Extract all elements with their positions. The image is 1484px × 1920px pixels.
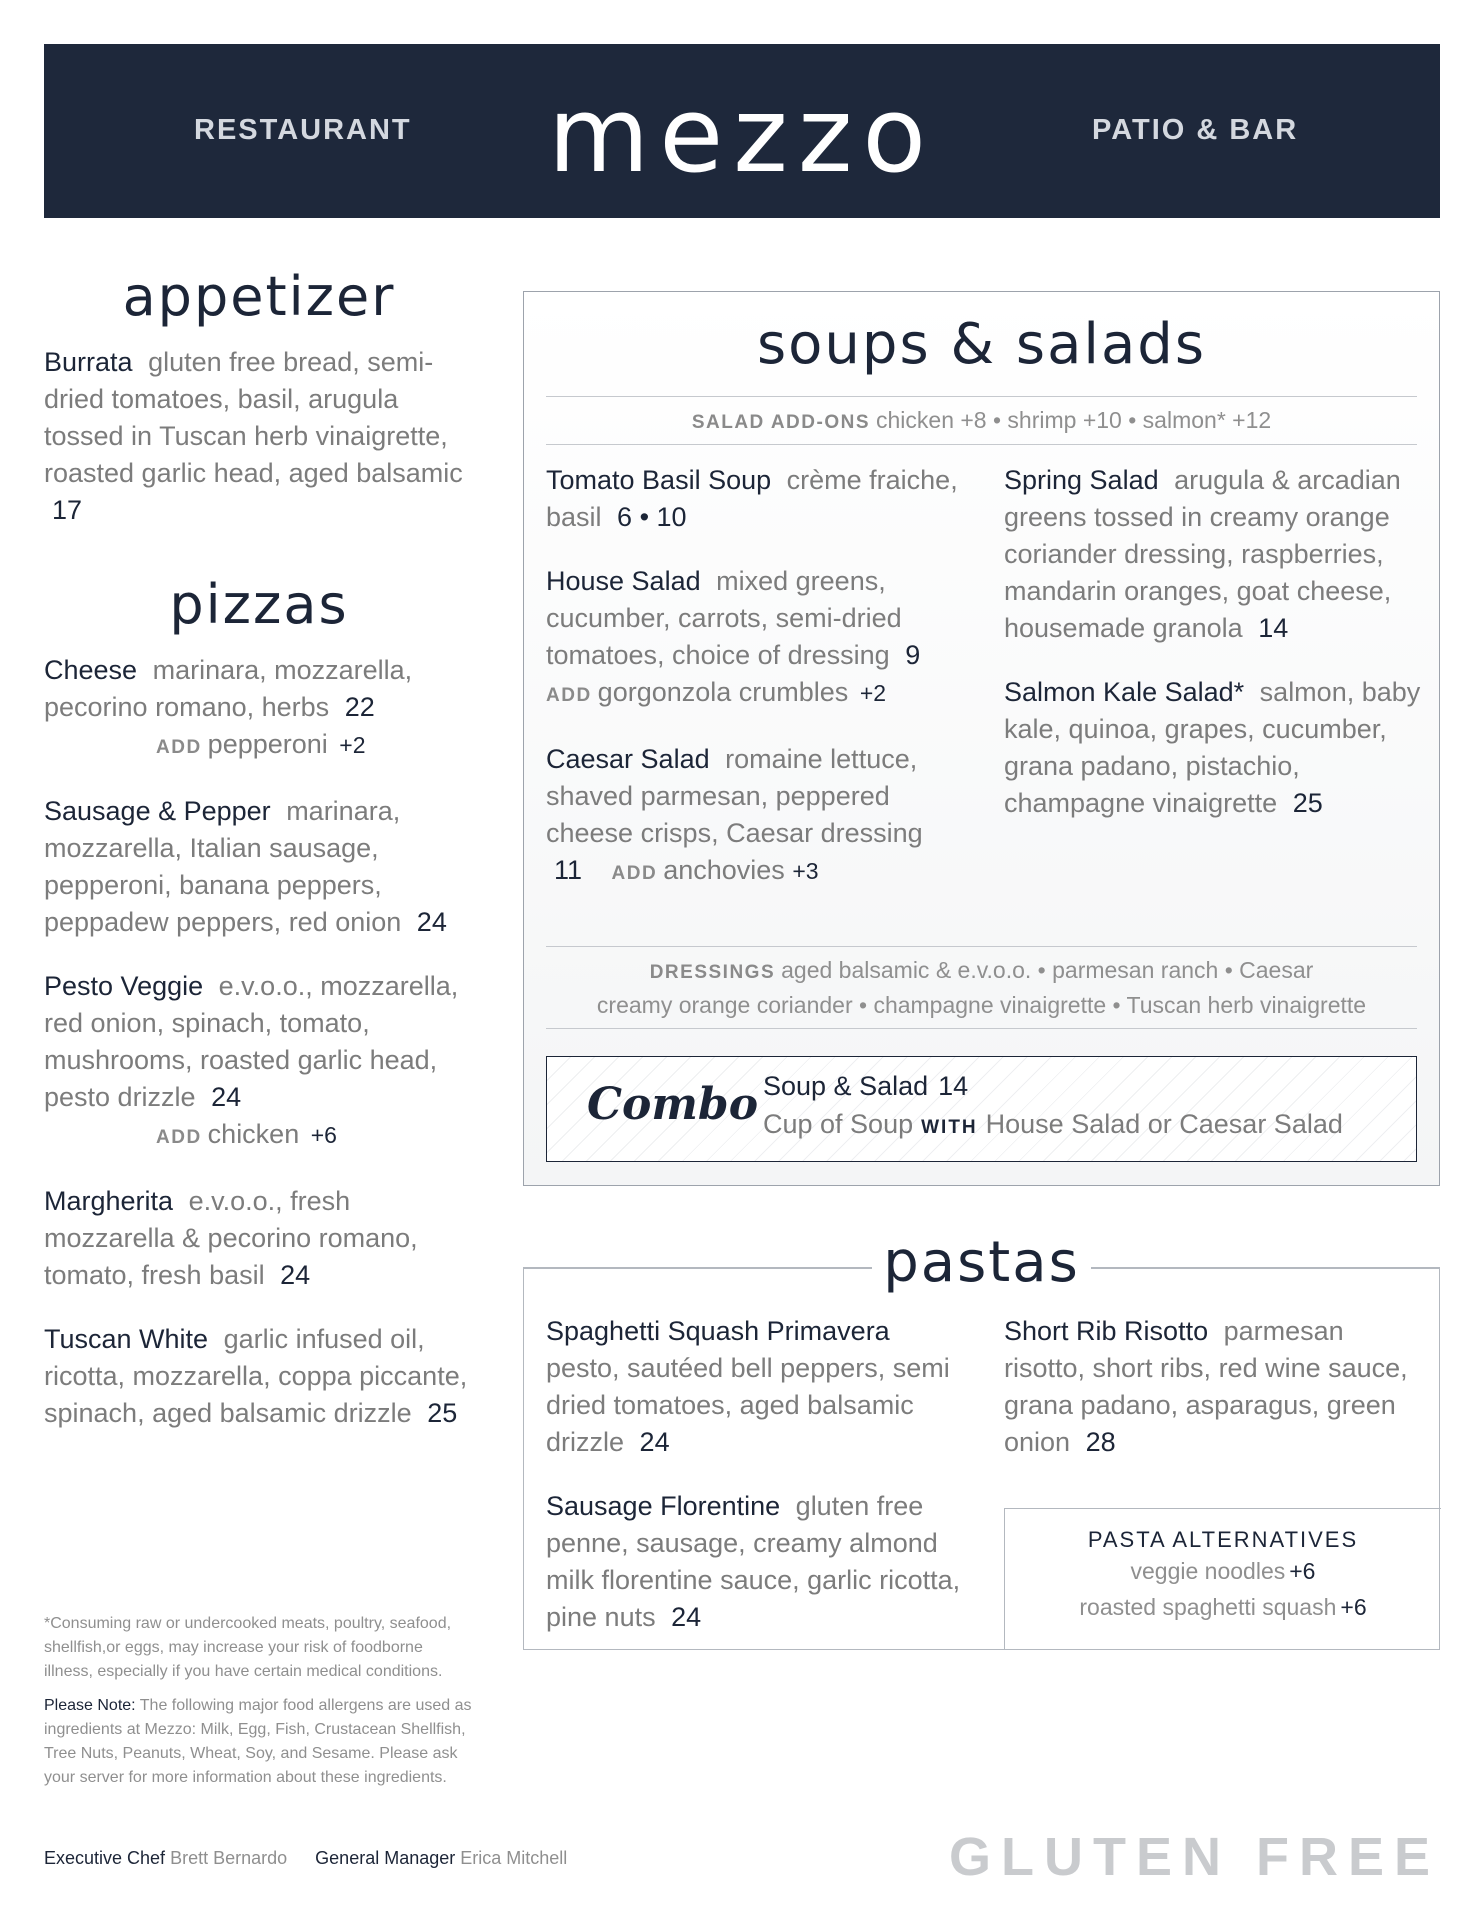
menu-item-house-salad [546,563,966,714]
item-desc: gluten free bread, semi-dried tomatoes, basil, arugula tossed in Tuscan herb vinaigrette, roasted garlic head, aged balsamic [44,347,463,488]
item-desc: gluten free penne, sausage, creamy almond milk florentine sauce, garlic ricotta, pine nuts [546,1491,961,1632]
soups-right-column [1004,462,1424,849]
item-name: House Salad [546,566,701,596]
item-desc: crème fraiche, basil [546,465,958,532]
addon-price: +3 [792,858,819,884]
item-desc: marinara, mozzarella, Italian sausage, pepperoni, banana peppers, peppadew peppers, red onion [44,796,402,937]
item-name: Sausage & Pepper [44,796,271,826]
addon-item: pepperoni [207,729,328,759]
addon-item: chicken [207,1119,300,1149]
allergen-note-text: The following major food allergens are used as ingredients at Mezzo: Milk, Egg, Fish, Crustacean Shellfish, Tree Nuts, Peanuts, Wheat, Soy, and Sesame. Please ask your server for more information about these ingredients. [44,1697,472,1786]
item-price: 25 [1292,788,1323,818]
dressings-line [546,954,1417,1021]
combo-desc [763,1109,1343,1140]
addon-item: gorgonzola crumbles [597,677,849,707]
addon-item: anchovies [663,855,785,885]
staff-credits [44,1848,567,1869]
allergen-note-label: Please Note: [44,1697,136,1714]
consumption-warning: *Consuming raw or undercooked meats, poultry, seafood, shellfish,or eggs, may increase your risk of foodborne illness, especially if you have certain medical conditions. [44,1615,452,1680]
menu-item-spring-salad [1004,462,1424,647]
dressings-label: DRESSINGS [649,962,776,983]
gm-name: Erica Mitchell [460,1848,568,1868]
alternative-name: veggie noodles [1130,1558,1286,1584]
menu-item-sausage-florentine [546,1488,966,1636]
menu-item-salmon-kale-salad [1004,674,1424,822]
combo-label: Combo [587,1079,759,1130]
menu-item-cheese-pizza [44,652,474,766]
item-price: 24 [211,1082,242,1112]
pastas-left-column [546,1313,966,1663]
add-keyword: ADD [156,1127,202,1148]
combo-desc-a: Cup of Soup [763,1109,914,1139]
add-keyword: ADD [611,863,658,884]
item-price: 17 [52,495,83,525]
menu-item-tomato-basil-soup [546,462,966,536]
menu-item-short-rib-risotto [1004,1313,1424,1461]
addon-price: +2 [859,680,887,706]
item-desc: salmon, baby kale, quinoa, grapes, cucumber, grana padano, pistachio, champagne vinaigrette [1004,677,1421,818]
footnotes [44,1612,474,1800]
header-banner [44,44,1440,218]
menu-item-margherita [44,1183,474,1294]
pasta-alternatives-title: PASTA ALTERNATIVES [1087,1527,1359,1552]
item-price: 24 [639,1427,670,1457]
alternative-item [1005,1589,1441,1625]
item-desc: romaine lettuce, shaved parmesan, peppered cheese crisps, Caesar dressing [546,744,923,848]
item-desc: parmesan risotto, short ribs, red wine sauce, grana padano, asparagus, green onion [1004,1316,1408,1457]
pastas-right-column [1004,1313,1424,1488]
soups-left-column [546,462,966,919]
item-name: Spaghetti Squash Primavera [546,1316,890,1346]
menu-item-caesar-salad [546,741,966,892]
item-name: Salmon Kale Salad* [1004,677,1245,707]
addon-price: +6 [310,1122,337,1148]
alternative-item [1005,1553,1441,1589]
divider [546,444,1417,445]
item-desc: arugula & arcadian greens tossed in creamy orange coriander dressing, raspberries, mandarin oranges, goat cheese, housemade granola [1004,465,1401,643]
item-name: Cheese [44,655,138,685]
item-name: Tuscan White [44,1324,209,1354]
item-price: 22 [344,692,375,722]
brand-logo: mezzo [547,74,937,196]
soups-salads-panel [523,291,1440,1186]
soups-salads-title: soups & salads [756,312,1206,377]
item-addon [44,726,474,766]
add-keyword: ADD [156,737,202,758]
item-desc: marinara, mozzarella, pecorino romano, herbs [44,655,413,722]
item-addon [546,674,966,714]
item-price: 24 [280,1260,311,1290]
item-price: 25 [427,1398,458,1428]
item-desc: e.v.o.o., fresh mozzarella & pecorino romano, tomato, fresh basil [44,1186,418,1290]
pizzas-title: pizzas [169,573,349,636]
item-name: Sausage Florentine [546,1491,781,1521]
item-desc: mixed greens, cucumber, carrots, semi-dried tomatoes, choice of dressing [546,566,902,670]
item-name: Caesar Salad [546,744,710,774]
item-price: 24 [671,1602,702,1632]
menu-item-burrata [44,344,474,529]
item-name: Margherita [44,1186,174,1216]
allergen-note [44,1694,474,1790]
dressings-list-1: aged balsamic & e.v.o.o. • parmesan ranch • Caesar [781,957,1314,983]
combo-with: WITH [921,1117,978,1138]
chef-role: Executive Chef [44,1848,166,1868]
combo-title-line [763,1071,968,1102]
addon-price: +2 [339,732,366,758]
item-desc: e.v.o.o., mozzarella, red onion, spinach, tomato, mushrooms, roasted garlic head, pesto drizzle [44,971,459,1112]
divider [524,1267,872,1269]
item-price: 11 [554,855,583,885]
appetizer-title: appetizer [122,265,396,328]
combo-box [546,1056,1417,1162]
divider [1091,1267,1439,1269]
gm-role: General Manager [315,1848,456,1868]
chef-name: Brett Bernardo [170,1848,288,1868]
menu-item-tuscan-white [44,1321,474,1432]
add-keyword: ADD [546,685,592,706]
alternative-name: roasted spaghetti squash [1079,1594,1337,1620]
item-price: 24 [416,907,447,937]
salad-addons-label: SALAD ADD-ONS [691,412,870,433]
pastas-panel [523,1267,1440,1650]
left-column [44,265,474,1459]
item-name: Short Rib Risotto [1004,1316,1209,1346]
dressings-list-2: creamy orange coriander • champagne vinaigrette • Tuscan herb vinaigrette [596,992,1367,1018]
item-desc: garlic infused oil, ricotta, mozzarella, coppa piccante, spinach, aged balsamic drizzle [44,1324,468,1428]
item-name: Pesto Veggie [44,971,204,1001]
gluten-free-badge: GLUTEN FREE [948,1827,1440,1887]
item-price: 14 [1258,613,1289,643]
menu-item-spaghetti-squash [546,1313,966,1461]
header-restaurant-label: RESTAURANT [194,114,412,146]
combo-title: Soup & Salad [763,1071,929,1101]
item-price: 6 • 10 [617,502,687,532]
item-name: Tomato Basil Soup [546,465,772,495]
menu-item-pesto-veggie [44,968,474,1156]
item-addon [44,1116,474,1156]
combo-desc-b: House Salad or Caesar Salad [985,1109,1343,1139]
item-desc: pesto, sautéed bell peppers, semi dried tomatoes, aged balsamic drizzle [546,1353,950,1457]
item-price: 28 [1085,1427,1116,1457]
header-patio-bar-label: PATIO & BAR [1092,114,1299,146]
divider [546,396,1417,397]
salad-addons-list: chicken +8 • shrimp +10 • salmon* +12 [876,407,1272,433]
item-name: Spring Salad [1004,465,1159,495]
alternative-price: +6 [1340,1594,1367,1620]
salad-addons-line [546,404,1417,439]
menu-item-sausage-pepper [44,793,474,941]
alternative-price: +6 [1289,1558,1316,1584]
divider [546,946,1417,947]
pasta-alternatives-box [1004,1508,1441,1650]
pastas-title: pastas [883,1230,1080,1295]
item-name: Burrata [44,347,133,377]
divider [546,1028,1417,1029]
combo-price: 14 [938,1071,969,1101]
item-price: 9 [905,640,921,670]
